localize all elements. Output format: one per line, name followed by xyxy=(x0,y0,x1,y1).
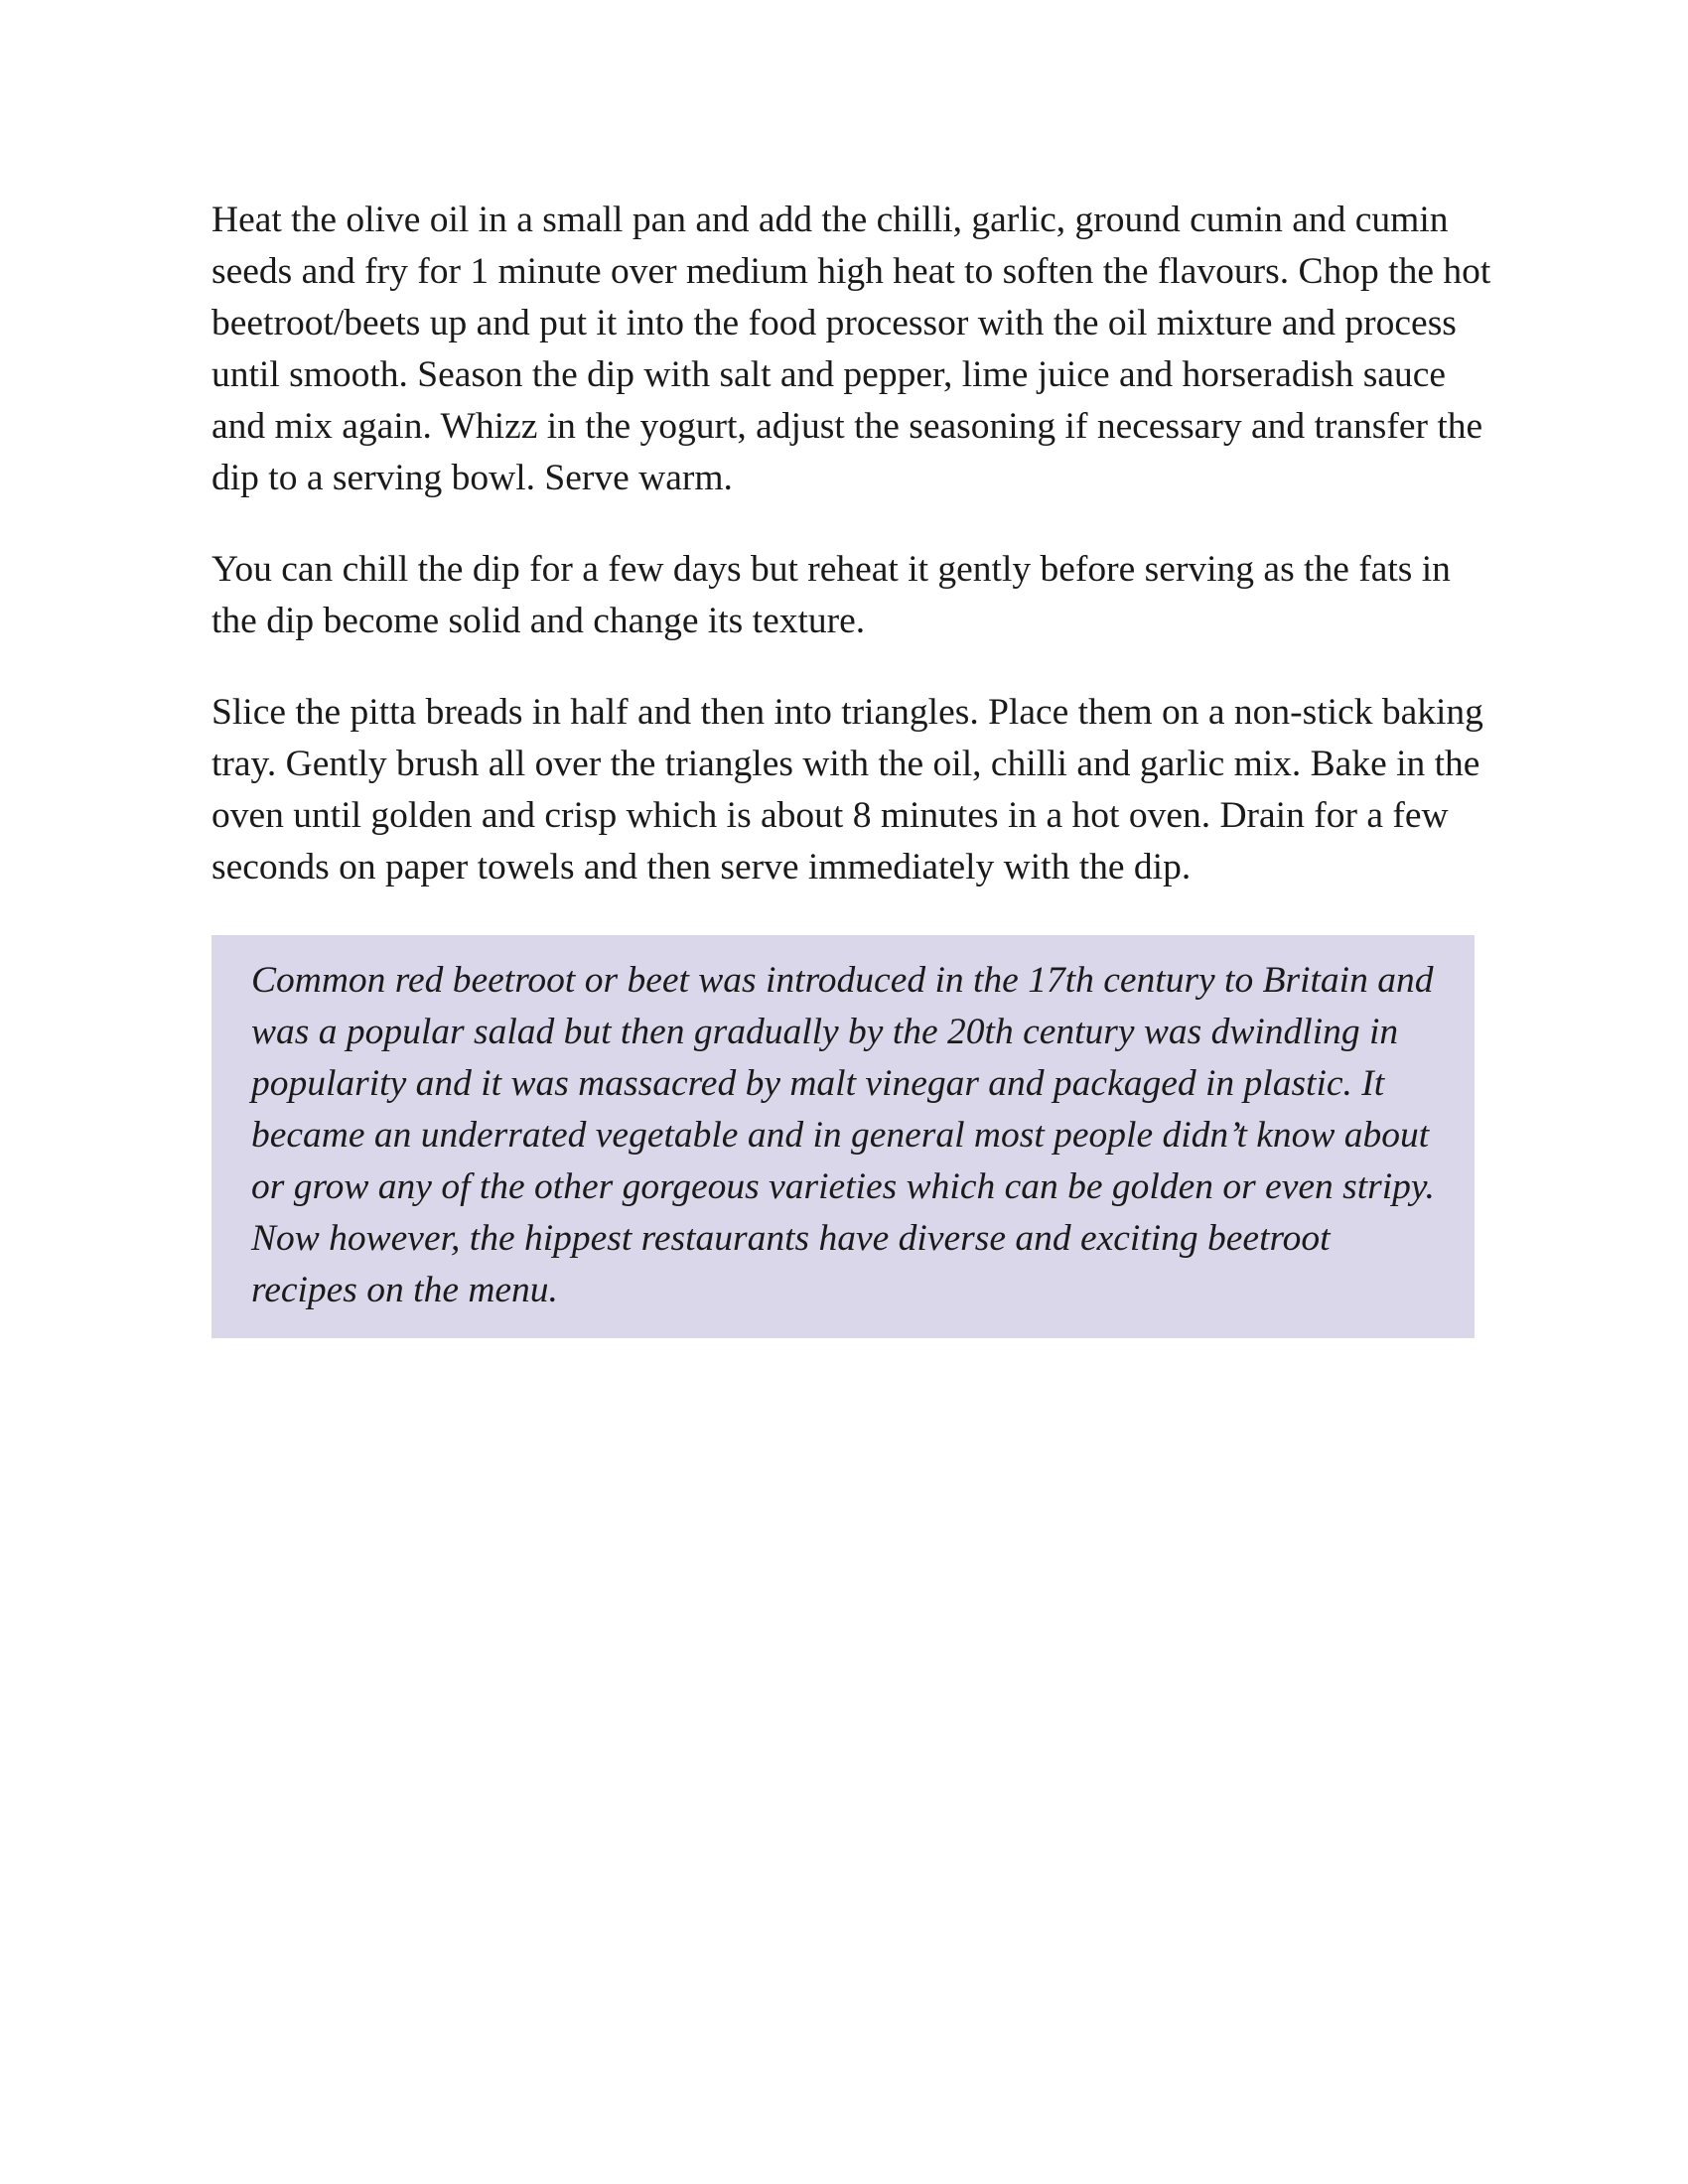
paragraph-pitta-method: Slice the pitta breads in half and then into triangles. Place them on a non-stick baking tray. Gently brush all over the triangles with the oil, chilli and garlic mix. Bake in the oven until golden and crisp which is about 8 minutes in a hot oven. Drain for a few seconds on paper towels and then serve immediately with the dip. xyxy=(211,692,1483,887)
beetroot-history-note xyxy=(211,935,1475,1338)
note-text: Common red beetroot or beet was introduced in the 17th century to Britain and was a popular salad but then gradually by the 20th century was dwindling in popularity and it was massacred by malt vinegar and packaged in plastic. It became an underrated vegetable and in general most people didn’t know about or grow any of the other gorgeous varieties which can be golden or even stripy. Now however, the hippest restaurants have diverse and exciting beetroot recipes on the menu. xyxy=(251,960,1435,1310)
document-page xyxy=(211,195,1502,1338)
paragraph-dip-method: Heat the olive oil in a small pan and add the chilli, garlic, ground cumin and cumin seeds and fry for 1 minute over medium high heat to soften the flavours. Chop the hot beetroot/beets up and put it into the food processor with the oil mixture and process until smooth. Season the dip with salt and pepper, lime juice and horseradish sauce and mix again. Whizz in the yogurt, adjust the seasoning if necessary and transfer the dip to a serving bowl. Serve warm. xyxy=(211,200,1491,498)
paragraph-chill-tip: You can chill the dip for a few days but reheat it gently before serving as the fats in the dip become solid and change its texture. xyxy=(211,549,1451,641)
